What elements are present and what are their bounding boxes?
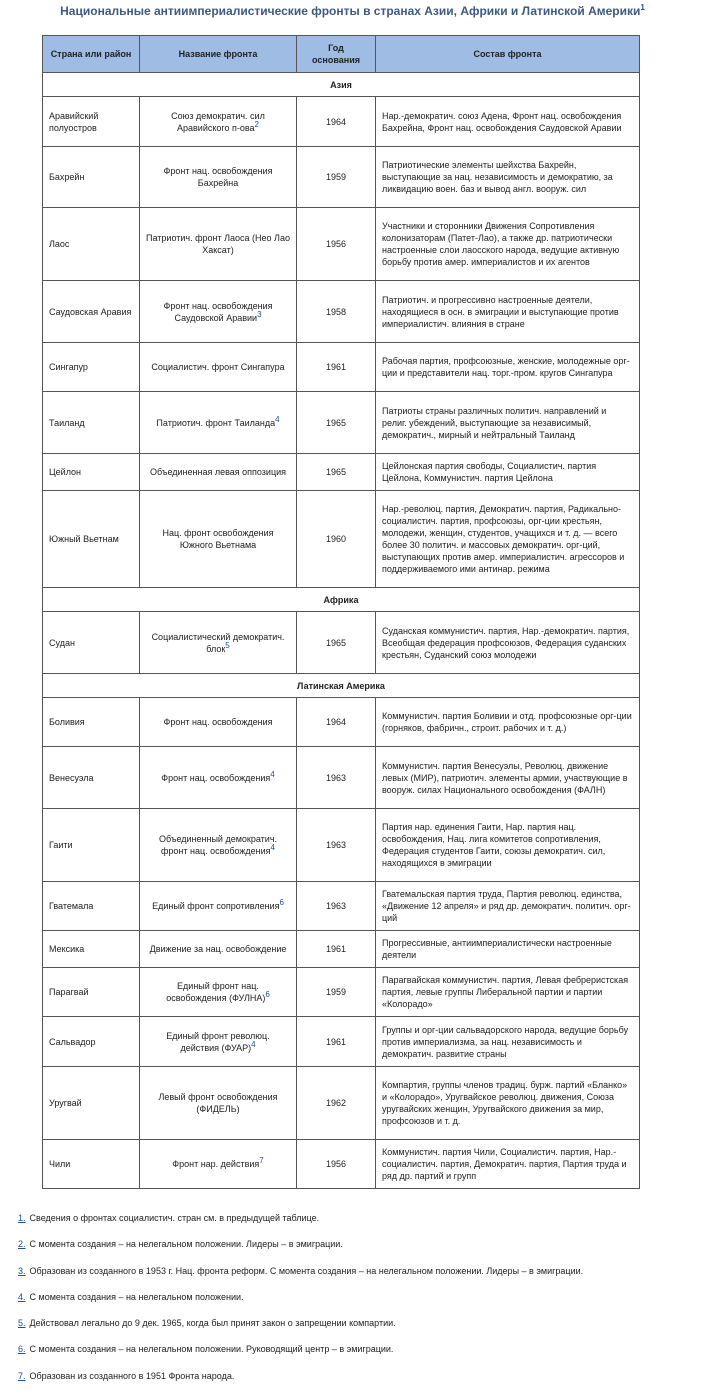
- footnote-text: Сведения о фронтах социалистич. стран см. в предыдущей таблице.: [29, 1213, 320, 1223]
- year-cell: 1965: [297, 612, 376, 674]
- country-cell: Венесуэла: [43, 747, 140, 809]
- year-cell: 1965: [297, 392, 376, 454]
- table-row: [43, 491, 640, 588]
- country-cell: Аравийский полуостров: [43, 97, 140, 147]
- members-cell: Парагвайская коммунистич. партия, Левая фебреристская партия, левые группы Либеральной партии и партии «Колорадо»: [376, 968, 640, 1017]
- front-name: Социалистический демократич. блок: [151, 631, 285, 654]
- country-cell: Южный Вьетнам: [43, 491, 140, 588]
- country-cell: Гаити: [43, 809, 140, 882]
- members-cell: Нар.-демократич. союз Адена, Фронт нац. освобождения Бахрейна, Фронт нац. освобождения Саудовской Аравии: [376, 97, 640, 147]
- country-cell: Судан: [43, 612, 140, 674]
- front-name: Движение за нац. освобождение: [149, 944, 287, 954]
- members-cell: Патриотич. и прогрессивно настроенные деятели, находящиеся в осн. в эмиграции и выступающие против империалистич. влияния в стране: [376, 281, 640, 343]
- front-name: Единый фронт сопротивления: [152, 901, 280, 911]
- front-name: Патриотич. фронт Лаоса (Нео Лао Хаксат): [146, 233, 290, 255]
- front-name-cell: [140, 147, 297, 208]
- table-row: [43, 147, 640, 208]
- members-cell: Цейлонская партия свободы, Социалистич. партия Цейлона, Коммунистич. партия Цейлона: [376, 454, 640, 491]
- footnote: [18, 1290, 698, 1316]
- table-row: [43, 612, 640, 674]
- footnote: [18, 1342, 698, 1368]
- year-cell: 1963: [297, 809, 376, 882]
- section-row: [43, 674, 640, 698]
- front-name-cell: [140, 968, 297, 1017]
- front-name-cell: [140, 454, 297, 491]
- country-cell: Чили: [43, 1140, 140, 1189]
- year-cell: 1956: [297, 1140, 376, 1189]
- section-title: Латинская Америка: [43, 674, 640, 698]
- footnote-number-link[interactable]: 7.: [18, 1370, 26, 1381]
- members-cell: Коммунистич. партия Чили, Социалистич. партия, Нар.-социалистич. партия, Демократич. партия, Партия труда и ряд др. партий и групп: [376, 1140, 640, 1189]
- front-name-cell: [140, 1067, 297, 1140]
- front-name: Фронт нац. освобождения Саудовской Аравии: [163, 300, 273, 323]
- table-row: [43, 1067, 640, 1140]
- section-title: Африка: [43, 588, 640, 612]
- year-cell: 1964: [297, 97, 376, 147]
- country-cell: Сингапур: [43, 343, 140, 392]
- members-cell: Участники и сторонники Движения Сопротивления колонизаторам (Патет-Лао), а также др. патриотически настроенные слои лаосского народа, ведущие активную борьбу против амер. империалистов и их агентов: [376, 208, 640, 281]
- fronts-table: [42, 35, 640, 1189]
- page-title: [0, 4, 705, 18]
- header-year: Год основания: [297, 36, 376, 73]
- table-row: [43, 698, 640, 747]
- members-cell: Рабочая партия, профсоюзные, женские, молодежные орг-ции и представители нац. торг.-пром. кругов Сингапура: [376, 343, 640, 392]
- front-name-cell: [140, 1140, 297, 1189]
- footnote-number-link[interactable]: 1.: [18, 1213, 26, 1223]
- front-name-cell: [140, 343, 297, 392]
- members-cell: Патриотические элементы шейхства Бахрейн, выступающие за нац. независимость и демократию, за ликвидацию воен. баз и вывод англ. вооруж. сил: [376, 147, 640, 208]
- footnote-ref[interactable]: 6: [265, 990, 270, 999]
- front-name: Фронт нац. освобождения Бахрейна: [163, 166, 273, 188]
- front-name-cell: [140, 1017, 297, 1067]
- country-cell: Боливия: [43, 698, 140, 747]
- front-name: Патриотич. фронт Таиланда: [156, 417, 276, 428]
- country-cell: Мексика: [43, 931, 140, 968]
- country-cell: Бахрейн: [43, 147, 140, 208]
- country-cell: Парагвай: [43, 968, 140, 1017]
- section-title: Азия: [43, 73, 640, 97]
- front-name-cell: [140, 882, 297, 931]
- header-country: Страна или район: [43, 36, 140, 73]
- footnote-text: Действовал легально до 9 дек. 1965, когда был принят закон о запрещении компартии.: [29, 1318, 396, 1329]
- members-cell: Группы и орг-ции сальвадорского народа, ведущие борьбу против империализма, за нац. независимость и демократич. развитие страны: [376, 1017, 640, 1067]
- table-row: [43, 931, 640, 968]
- members-cell: Партия нар. единения Гаити, Нар. партия нац. освобождения, Нац. лига комитетов сопротивления, Федерация студентов Гаити, союзы демократич. сил, находящихся в эмиграции: [376, 809, 640, 882]
- front-name: Объединенная левая оппозиция: [149, 467, 287, 477]
- footnote-ref[interactable]: 6: [279, 898, 284, 907]
- front-name: Единый фронт нац. освобождения (ФУЛНА): [166, 981, 266, 1003]
- footnotes: [18, 1211, 698, 1395]
- year-cell: 1959: [297, 147, 376, 208]
- front-name: Союз демократич. сил Аравийского п-ова: [171, 110, 265, 133]
- footnote-ref[interactable]: 7: [259, 1156, 264, 1165]
- year-cell: 1961: [297, 931, 376, 968]
- year-cell: 1961: [297, 1017, 376, 1067]
- table-row: [43, 454, 640, 491]
- table-row: [43, 343, 640, 392]
- country-cell: Таиланд: [43, 392, 140, 454]
- table-row: [43, 208, 640, 281]
- front-name: Нац. фронт освобождения Южного Вьетнама: [162, 528, 274, 550]
- country-cell: Цейлон: [43, 454, 140, 491]
- year-cell: 1959: [297, 968, 376, 1017]
- footnote: [18, 1264, 698, 1290]
- year-cell: 1960: [297, 491, 376, 588]
- front-name: Левый фронт освобождения (ФИДЕЛЬ): [158, 1092, 278, 1114]
- front-name-cell: [140, 208, 297, 281]
- members-cell: Гватемальская партия труда, Партия революц. единства, «Движение 12 апреля» и ряд др. демократич. политич. орг-ций: [376, 882, 640, 931]
- front-name: Социалистич. фронт Сингапура: [151, 362, 285, 372]
- front-name-cell: [140, 612, 297, 674]
- country-cell: Саудовская Аравия: [43, 281, 140, 343]
- header-row: [43, 36, 640, 73]
- front-name: Фронт нац. освобождения: [163, 717, 273, 727]
- footnote-number-link[interactable]: 5.: [18, 1318, 26, 1329]
- year-cell: 1958: [297, 281, 376, 343]
- year-cell: 1963: [297, 747, 376, 809]
- members-cell: Компартия, группы членов традиц. бурж. партий «Бланко» и «Колорадо», Уругвайское революц. движения, Союза уругвайских женщин, Уругвайского движения за мир, профсоюзов и т. д.: [376, 1067, 640, 1140]
- front-name-cell: [140, 392, 297, 454]
- country-cell: Уругвай: [43, 1067, 140, 1140]
- country-cell: Сальвадор: [43, 1017, 140, 1067]
- front-name: Фронт нац. освобождения: [161, 772, 271, 783]
- section-row: [43, 588, 640, 612]
- footnote-ref[interactable]: 4: [251, 1039, 256, 1049]
- footnote-number-link[interactable]: 6.: [18, 1344, 26, 1355]
- table-row: [43, 1017, 640, 1067]
- year-cell: 1964: [297, 698, 376, 747]
- front-name-cell: [140, 747, 297, 809]
- footnote-text: Образован из созданного в 1953 г. Нац. фронта реформ. С момента создания – на нелегальном положении. Лидеры – в эмиграции.: [29, 1265, 584, 1276]
- year-cell: 1961: [297, 343, 376, 392]
- year-cell: 1965: [297, 454, 376, 491]
- header-members: Состав фронта: [376, 36, 640, 73]
- section-row: [43, 73, 640, 97]
- footnote-ref[interactable]: 4: [270, 769, 275, 779]
- footnote: [18, 1211, 698, 1237]
- header-front: Название фронта: [140, 36, 297, 73]
- year-cell: 1962: [297, 1067, 376, 1140]
- footnote-text: С момента создания – на нелегальном положении. Лидеры – в эмиграции.: [29, 1239, 343, 1250]
- table-row: [43, 747, 640, 809]
- table-body: [43, 73, 640, 1189]
- footnote-ref[interactable]: 2: [254, 119, 259, 129]
- country-cell: Гватемала: [43, 882, 140, 931]
- footnote: [18, 1237, 698, 1263]
- footnote-text: Образован из созданного в 1951 Фронта народа.: [29, 1370, 235, 1381]
- front-name: Единый фронт революц. действия (ФУАР): [166, 1030, 270, 1053]
- footnote-text: С момента создания – на нелегальном положении. Руководящий центр – в эмиграции.: [29, 1344, 394, 1355]
- members-cell: Прогрессивные, антиимпериалистически настроенные деятели: [376, 931, 640, 968]
- table-row: [43, 392, 640, 454]
- footnote-ref[interactable]: 3: [257, 309, 262, 319]
- year-cell: 1963: [297, 882, 376, 931]
- year-cell: 1956: [297, 208, 376, 281]
- members-cell: Суданская коммунистич. партия, Нар.-демократич. партия, Всеобщая федерация профсоюзов, Федерация суданских крестьян, Суданский союз молодежи: [376, 612, 640, 674]
- front-name-cell: [140, 97, 297, 147]
- table-row: [43, 281, 640, 343]
- footnote: [18, 1369, 698, 1395]
- members-cell: Патриоты страны различных политич. направлений и религ. убеждений, выступающие за независимый, демократич., мирный и нейтральный Таиланд: [376, 392, 640, 454]
- footnote-number-link[interactable]: 2.: [18, 1239, 26, 1250]
- front-name-cell: [140, 491, 297, 588]
- front-name: Фронт нар. действия: [172, 1159, 260, 1169]
- footnote: [18, 1316, 698, 1342]
- members-cell: Коммунистич. партия Боливии и отд. профсоюзные орг-ции (горняков, фабричн., строит. рабочих и т. д.): [376, 698, 640, 747]
- table-row: [43, 882, 640, 931]
- front-name-cell: [140, 281, 297, 343]
- front-name: Объединенный демократич. фронт нац. освобождения: [158, 834, 278, 856]
- table-row: [43, 1140, 640, 1189]
- front-name-cell: [140, 931, 297, 968]
- country-cell: Лаос: [43, 208, 140, 281]
- page-title-text: Национальные антиимпериалистические фронты в странах Азии, Африки и Латинской Америки: [60, 4, 641, 18]
- footnote-number-link[interactable]: 3.: [18, 1265, 26, 1276]
- footnote-number-link[interactable]: 4.: [18, 1291, 26, 1302]
- title-footnote-ref[interactable]: 1: [640, 3, 645, 12]
- table-row: [43, 809, 640, 882]
- members-cell: Коммунистич. партия Венесуэлы, Революц. движение левых (МИР), патриотич. элементы армии, участвующие в вооруж. силах Национального освобождения (ФАЛН): [376, 747, 640, 809]
- footnote-ref[interactable]: 4: [270, 843, 275, 852]
- footnote-ref[interactable]: 4: [275, 414, 280, 424]
- front-name-cell: [140, 698, 297, 747]
- footnote-ref[interactable]: 5: [225, 640, 230, 650]
- members-cell: Нар.-революц. партия, Демократич. партия, Радикально-социалистич. партия, профсоюзы, орг-ции крестьян, молодежи, женщин, студентов, учащихся и т. д. — всего более 30 политич. и массовых демократич. орг-ций, выступающих против амер. империалистич. агрессоров и поддерживаемого ими антинар. режима: [376, 491, 640, 588]
- table-row: [43, 97, 640, 147]
- front-name-cell: [140, 809, 297, 882]
- table-row: [43, 968, 640, 1017]
- footnote-text: С момента создания – на нелегальном положении.: [29, 1291, 244, 1302]
